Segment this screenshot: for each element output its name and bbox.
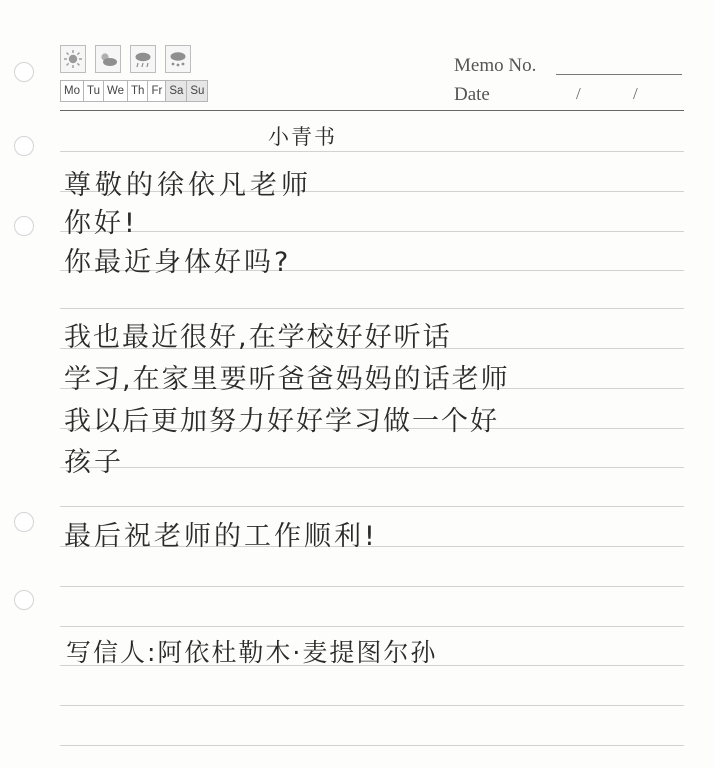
sun-icon[interactable] <box>60 45 86 73</box>
ruled-line <box>60 745 684 746</box>
rain-cloud-icon[interactable] <box>130 45 156 73</box>
binder-hole <box>14 590 34 610</box>
letter-writer: 写信人:阿依杜勒木·麦提图尔孙 <box>66 638 438 667</box>
binder-hole <box>14 62 34 82</box>
day-thursday[interactable]: Th <box>127 80 148 102</box>
ruled-line <box>60 231 684 232</box>
header-divider <box>60 110 684 111</box>
letter-closing-wish: 最后祝老师的工作顺利! <box>64 521 378 552</box>
day-saturday[interactable]: Sa <box>165 80 187 102</box>
binder-hole <box>14 512 34 532</box>
memo-no-field[interactable] <box>556 74 682 75</box>
weekday-selector <box>60 80 207 102</box>
snow-cloud-icon[interactable] <box>165 45 191 73</box>
ruled-line <box>60 506 684 507</box>
cloudy-sun-icon[interactable] <box>95 45 121 73</box>
day-friday[interactable]: Fr <box>147 80 166 102</box>
letter-title: 小青书 <box>268 125 337 149</box>
date-separator: / <box>633 84 638 103</box>
letter-hello: 你好! <box>64 208 138 239</box>
letter-body-line: 孩子 <box>64 447 124 478</box>
binder-hole <box>14 216 34 236</box>
binder-hole <box>14 136 34 156</box>
ruled-line <box>60 467 684 468</box>
day-monday[interactable]: Mo <box>60 80 84 102</box>
ruled-line <box>60 151 684 152</box>
day-tuesday[interactable]: Tu <box>83 80 104 102</box>
day-wednesday[interactable]: We <box>103 80 128 102</box>
day-sunday[interactable]: Su <box>186 80 208 102</box>
letter-health-question: 你最近身体好吗? <box>64 247 292 278</box>
letter-body-line: 学习,在家里要听爸爸妈妈的话老师 <box>64 364 510 395</box>
memo-no-label: Memo No. <box>454 55 537 76</box>
letter-body-line: 我也最近很好,在学校好好听话 <box>64 322 452 353</box>
weather-icons <box>60 45 191 73</box>
date-separator: / <box>576 84 581 103</box>
ruled-line <box>60 626 684 627</box>
date-label: Date <box>454 84 490 105</box>
ruled-line <box>60 586 684 587</box>
letter-greeting: 尊敬的徐依凡老师 <box>64 170 312 201</box>
letter-body-line: 我以后更加努力好好学习做一个好 <box>64 406 499 437</box>
ruled-line <box>60 308 684 309</box>
ruled-line <box>60 705 684 706</box>
